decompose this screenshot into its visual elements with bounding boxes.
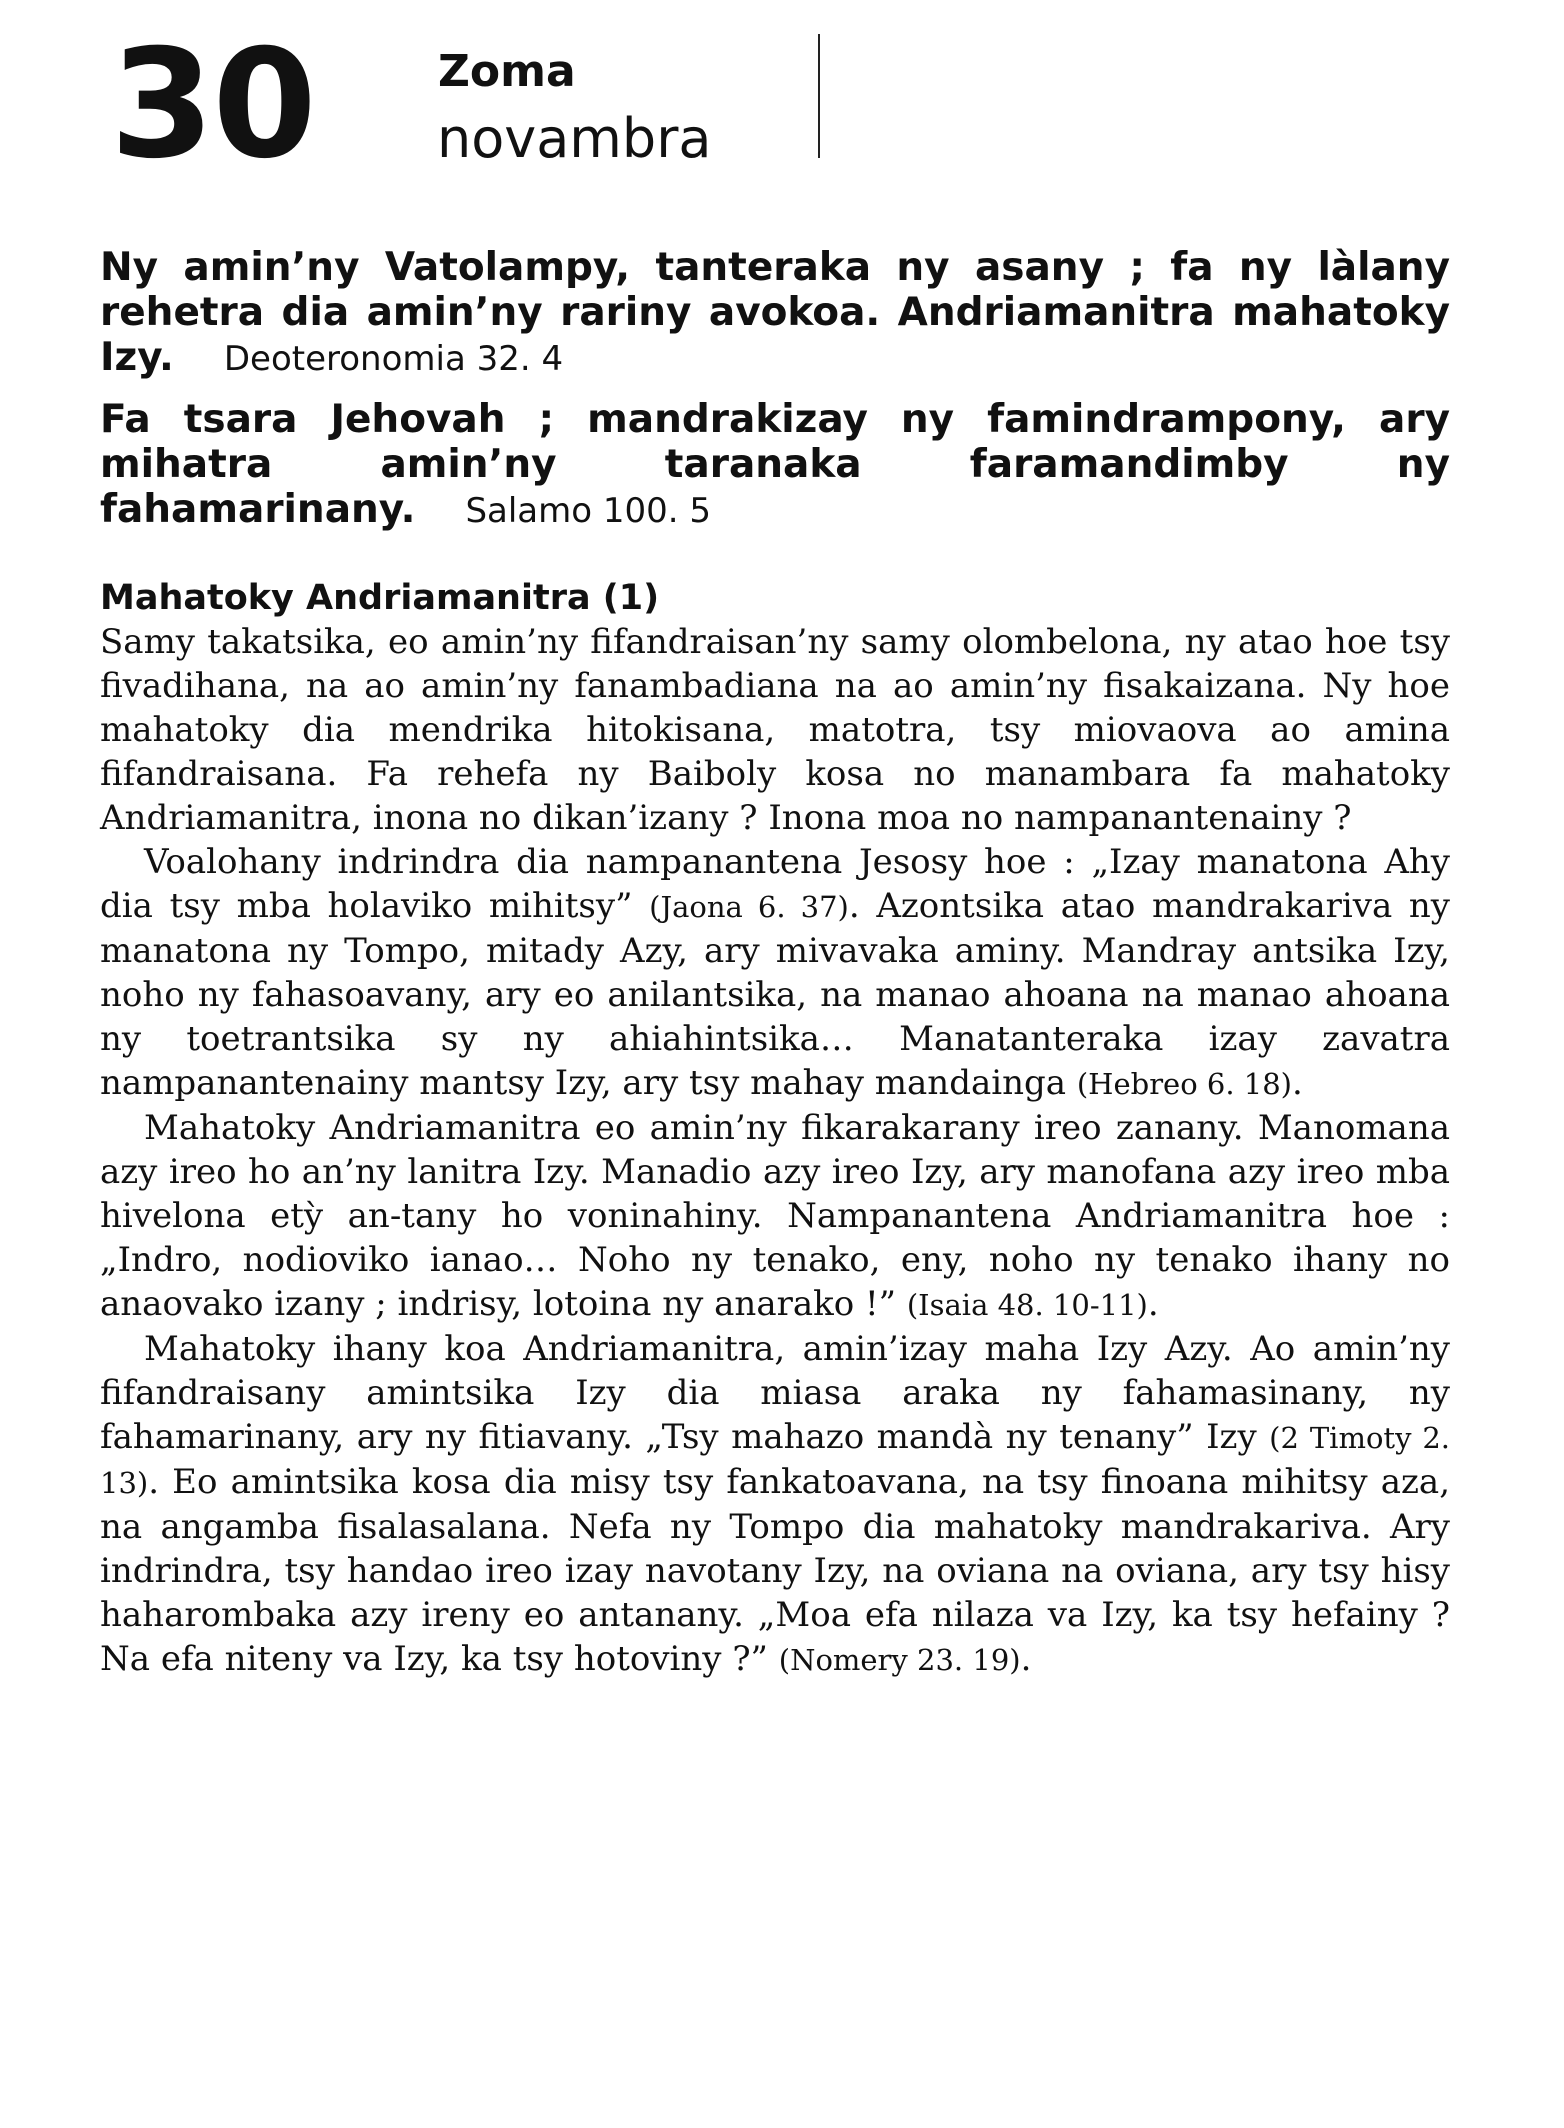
scripture-citation: (Hebreo 6. 18) bbox=[1076, 1067, 1292, 1101]
paragraph-text: Mahatoky ihany koa Andriamanitra, amin’izay maha Izy Azy. Ao amin’ny fifandraisany amintsika Izy dia miasa araka ny fahamasinany, ny fahamarinany, ary ny fitiavany. „Tsy mahazo mandà ny tenany” Izy bbox=[100, 1329, 1450, 1457]
paragraph-text: Voalohany indrindra dia nampanantena Jesosy hoe : „Izay manatona Ahy dia tsy mba holaviko mihitsy” bbox=[100, 842, 1450, 926]
day-number: 30 bbox=[110, 18, 315, 192]
paragraph-end: . bbox=[1147, 1284, 1159, 1324]
paragraph-text: Samy takatsika, eo amin’ny fifandraisan’ny samy olombelona, ny atao hoe tsy fivadihana, na ao amin’ny fanambadiana na ao amin’ny fisakaizana. Ny hoe mahatoky dia mendrika hitokisana, matotra, tsy miovaova ao amina fifandraisana. Fa rehefa ny Baiboly kosa no manambara fa mahatoky Andriamanitra, inona no dikan’izany ? Inona moa no nampanantenainy ? bbox=[100, 622, 1450, 838]
verse-text: Fa tsara Jehovah ; mandrakizay ny famindrampony, ary mihatra amin’ny taranaka faramandimby ny fahamarinany. bbox=[100, 397, 1450, 532]
weekday: Zoma bbox=[438, 46, 576, 97]
paragraph-1 bbox=[100, 620, 1450, 840]
paragraph-text: . Azontsika atao mandrakariva ny manatona ny Tompo, mitady Azy, ary mivavaka aminy. Mandray antsika Izy, noho ny fahasoavany, ary eo anilantsika, na manao ahoana na manao ahoana ny toetrantsika sy ny ahiahintsika… Manatanteraka izay zavatra nampanantenainy mantsy Izy, ary tsy mahay mandainga bbox=[100, 886, 1451, 1103]
month: novambra bbox=[437, 107, 712, 170]
scripture-citation: (Nomery 23. 19) bbox=[778, 1643, 1021, 1677]
devotional-page bbox=[100, 18, 1451, 1682]
paragraph-4 bbox=[100, 1327, 1450, 1682]
verse-text: Ny amin’ny Vatolampy, tanteraka ny asany ; fa ny làlany rehetra dia amin’ny rariny avokoa. Andriamanitra mahatoky Izy. bbox=[100, 245, 1450, 380]
date-header bbox=[100, 18, 1450, 200]
scripture-citation: (Isaia 48. 10-11) bbox=[906, 1288, 1148, 1322]
scripture-citation: (Jaona 6. 37) bbox=[649, 890, 849, 924]
header-divider bbox=[818, 34, 820, 158]
verse-reference: Salamo 100. 5 bbox=[465, 491, 712, 531]
verse-psalm bbox=[100, 397, 1450, 534]
paragraph-text: Mahatoky Andriamanitra eo amin’ny fikarakarany ireo zanany. Manomana azy ireo ho an’ny lanitra Izy. Manadio azy ireo Izy, ary manofana azy ireo mba hivelona etỳ an-tany ho voninahiny. Nampanantena Andriamanitra hoe : „Indro, nodioviko ianao… Noho ny tenako, eny, noho ny tenako ihany no anaovako izany ; indrisy, lotoina ny anarako !” bbox=[100, 1108, 1450, 1324]
verse-deuteronomy bbox=[100, 245, 1450, 382]
scripture-citation: (2 Timoty 2. 13) bbox=[100, 1421, 1451, 1500]
verse-reference: Deoteronomia 32. 4 bbox=[223, 339, 564, 379]
paragraph-2 bbox=[100, 840, 1450, 1106]
paragraph-text: . Eo amintsika kosa dia misy tsy fankatoavana, na tsy finoana mihitsy aza, na angamba fisalasalana. Nefa ny Tompo dia mahatoky mandrakariva. Ary indrindra, tsy handao ireo izay navotany Izy, na oviana na oviana, ary tsy hisy haharombaka azy ireny eo antanany. „Moa efa nilaza va Izy, ka tsy hefainy ? Na efa niteny va Izy, ka tsy hotoviny ?” bbox=[100, 1462, 1450, 1679]
paragraph-end: . bbox=[1020, 1639, 1032, 1679]
paragraph-end: . bbox=[1292, 1063, 1303, 1103]
paragraph-3 bbox=[100, 1106, 1450, 1327]
section-title: Mahatoky Andriamanitra (1) bbox=[100, 578, 660, 618]
